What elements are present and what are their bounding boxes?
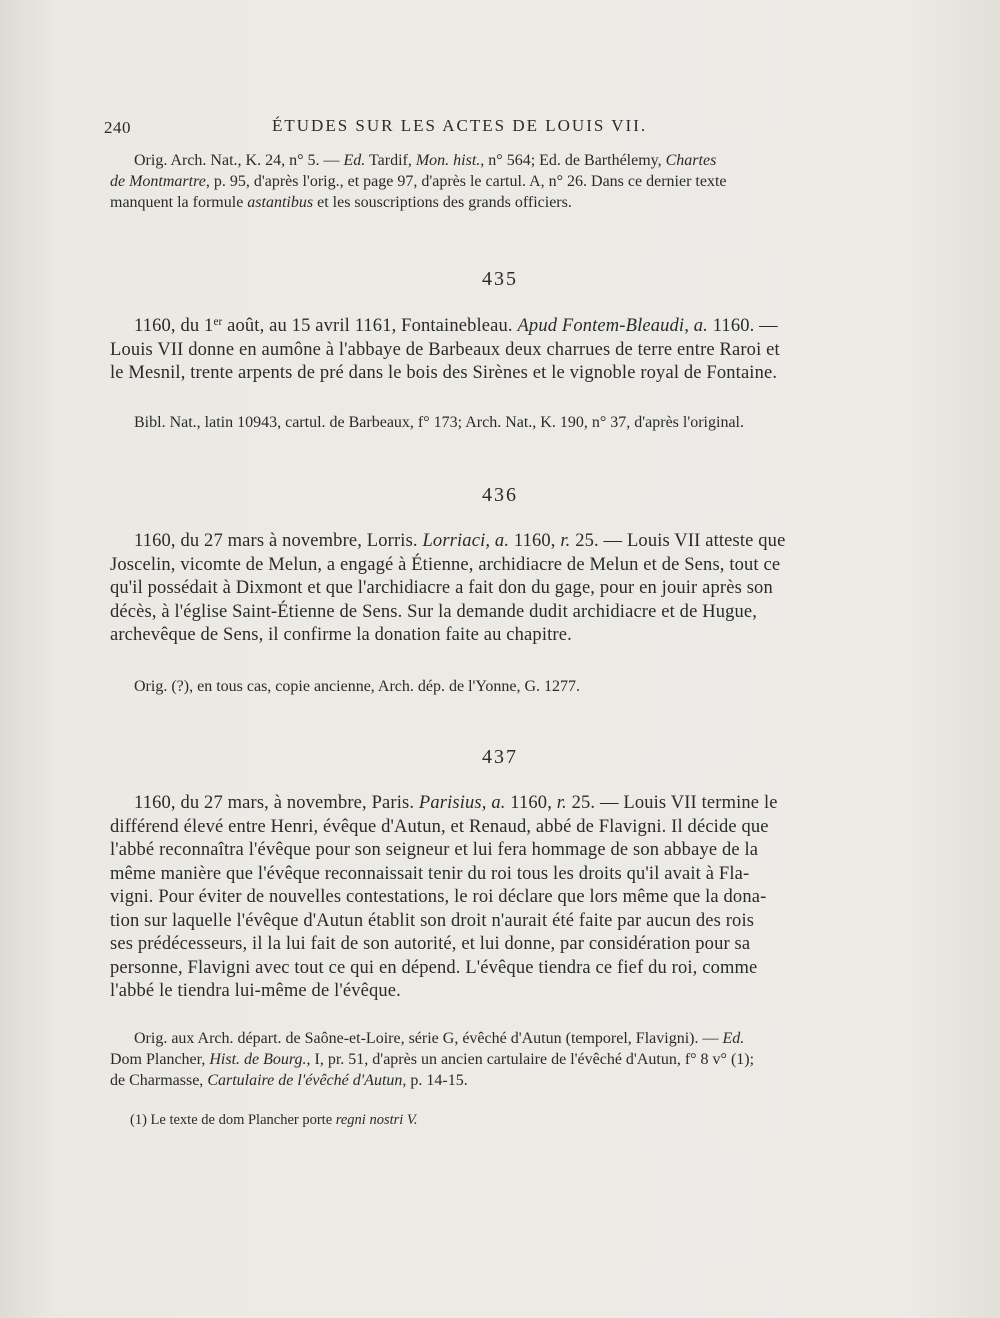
act-line: qu'il possédait à Dixmont et que l'archidiacre a fait don du gage, pour en jouir après son <box>110 578 773 598</box>
act-text <box>110 792 840 1004</box>
act-number: 436 <box>482 484 518 506</box>
page-number: 240 <box>104 118 131 137</box>
act-number: 435 <box>482 268 518 290</box>
act-line: personne, Flavigni avec tout ce qui en dépend. L'évêque tiendra ce fief du roi, comme <box>110 957 758 978</box>
footnote <box>110 1112 840 1129</box>
act-source <box>110 412 840 433</box>
source-line: Orig. (?), en tous cas, copie ancienne, Arch. dép. de l'Yonne, G. 1277. <box>134 678 581 695</box>
act-line: le Mesnil, trente arpents de pré dans le bois des Sirènes et le vignoble royal de Fontaine. <box>110 363 778 383</box>
source-line: Orig. aux Arch. départ. de Saône-et-Loire, série G, évêché d'Autun (temporel, Flavigni). — Ed. <box>134 1030 745 1047</box>
source-line: Dom Plancher, Hist. de Bourg., I, pr. 51, d'après un ancien cartulaire de l'évêché d'Autun, f° 8 v° (1); <box>110 1051 755 1068</box>
note-line: de Montmartre, p. 95, d'après l'orig., et page 97, d'après le cartul. A, n° 26. Dans ce dernier texte <box>110 173 727 190</box>
act-line: Joscelin, vicomte de Melun, a engagé à Étienne, archidiacre de Melun et de Sens, tout ce <box>110 554 781 575</box>
source-line: Bibl. Nat., latin 10943, cartul. de Barbeaux, f° 173; Arch. Nat., K. 190, n° 37, d'après l'original. <box>134 414 744 431</box>
act-text <box>110 530 840 648</box>
act-line: décès, à l'église Saint-Étienne de Sens. Sur la demande dudit archidiacre et de Hugue, <box>110 601 758 622</box>
running-head <box>0 112 1000 142</box>
act-text <box>110 315 840 386</box>
act-line: tion sur laquelle l'évêque d'Autun établit son droit n'aurait été faite par aucun des rois <box>110 910 755 931</box>
note-line: Orig. Arch. Nat., K. 24, n° 5. — Ed. Tardif, Mon. hist., n° 564; Ed. de Barthélemy, Chartes <box>134 152 717 169</box>
note-line: manquent la formule astantibus et les souscriptions des grands officiers. <box>110 194 572 211</box>
act-line: archevêque de Sens, il confirme la donation faite au chapitre. <box>110 625 572 645</box>
footnote-marker: (1) <box>130 1112 147 1128</box>
act-line: vigni. Pour éviter de nouvelles contestations, le roi déclare que lors même que la dona- <box>110 887 767 907</box>
act-line: différend élevé entre Henri, évêque d'Autun, et Renaud, abbé de Flavigni. Il décide que <box>110 816 769 837</box>
act-line: 1160, du 27 mars à novembre, Lorris. Lorriaci, a. 1160, r. 25. — Louis VII atteste que <box>134 531 786 551</box>
act-source <box>110 676 840 697</box>
top-source-note <box>110 150 840 213</box>
source-line: de Charmasse, Cartulaire de l'évêché d'Autun, p. 14-15. <box>110 1072 468 1089</box>
running-title: ÉTUDES SUR LES ACTES DE LOUIS VII. <box>272 116 648 135</box>
act-line: l'abbé le tiendra lui-même de l'évêque. <box>110 981 401 1001</box>
act-source <box>110 1028 840 1091</box>
act-line: Louis VII donne en aumône à l'abbaye de Barbeaux deux charrues de terre entre Raroi et <box>110 339 780 360</box>
act-line: l'abbé reconnaîtra l'évêque pour son seigneur et lui fera hommage de son abbaye de la <box>110 840 759 860</box>
act-line: ses prédécesseurs, il la lui fait de son autorité, et lui donne, par considération pour sa <box>110 934 751 954</box>
act-line: même manière que l'évêque reconnaissait tenir du roi tous les droits qu'il avait à Fla- <box>110 863 750 884</box>
act-line: 1160, du 27 mars, à novembre, Paris. Parisius, a. 1160, r. 25. — Louis VII termine le <box>134 793 778 813</box>
act-line: 1160, du 1er août, au 15 avril 1161, Fontainebleau. Apud Fontem-Bleaudi, a. 1160. — <box>134 316 778 336</box>
act-number: 437 <box>482 746 518 768</box>
footnote-line: (1) Le texte de dom Plancher porte regni nostri V. <box>130 1112 418 1128</box>
